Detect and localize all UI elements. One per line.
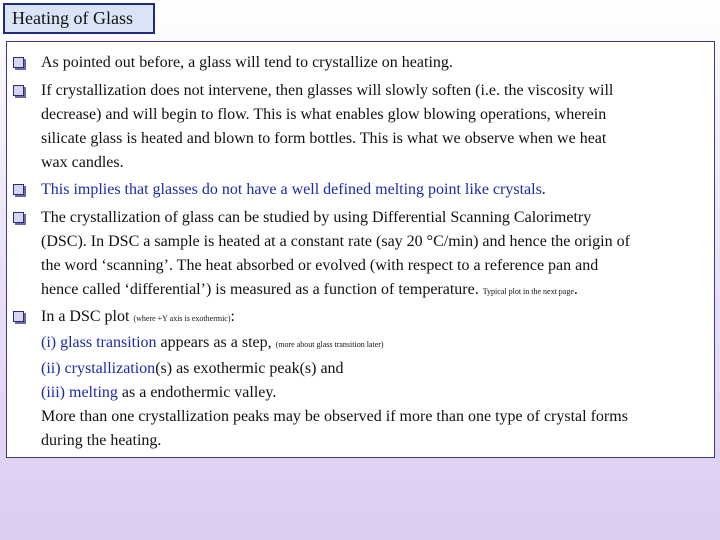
bullet-dsc [13,206,711,304]
closing-line: More than one crystallization peaks may be observed if more than one type of crystal forms [41,408,628,425]
bullet-square-icon [13,311,24,322]
highlight-text: This implies that glasses do not have a well defined melting point like crystals [41,181,542,198]
bullet-line: decrease) and will begin to flow. This is what enables glow blowing operations, wherein [41,106,607,123]
item-prefix: (iii) [41,384,65,401]
item-prefix: (ii) [41,360,61,377]
bullet-line: If crystallization does not intervene, then glasses will slowly soften (i.e. the viscosity will [41,82,614,99]
bullet-softening [13,79,711,175]
bullet-square-icon [13,85,24,96]
colon: : [230,308,235,325]
closing-line: during the heating. [41,432,162,449]
exothermic-note: (where +Y axis is exothermic) [133,314,231,323]
bullet-line: The crystallization of glass can be studied by using Differential Scanning Calorimetry [41,209,592,226]
glass-transition-term: glass transition [60,334,157,351]
crystallization-term: crystallization [64,360,156,377]
content-box [6,41,715,458]
item-text: appears as a step, [160,334,272,351]
bullet-melting-point [13,178,711,202]
glass-transition-note: (more about glass transition later) [275,340,384,349]
bullet-square-icon [13,184,24,195]
item-text: (s) as exothermic peak(s) and [155,360,344,377]
dsc-plot-intro: In a DSC plot [41,308,130,325]
item-prefix: (i) [41,334,57,351]
next-page-note: Typical plot in the next page [482,287,574,296]
bullet-line: silicate glass is heated and blown to form bottles. This is what we observe when we heat [41,130,607,147]
bullet-line: wax candles. [41,154,124,171]
bullet-line: hence called ‘differential’) is measured as a function of temperature. [41,281,479,298]
bullet-dsc-plot [13,305,711,453]
bullet-text: As pointed out before, a glass will tend to crystallize on heating. [41,54,453,71]
item-text: as a endothermic valley. [121,384,277,401]
melting-term: melting [69,384,118,401]
bullet-crystallize-on-heating [13,51,711,75]
bullet-square-icon [13,212,24,223]
period: . [541,181,546,198]
period: . [573,281,578,298]
bullet-line: (DSC). In DSC a sample is heated at a constant rate (say 20 °C/min) and hence the origin of [41,233,630,250]
bullet-line: the word ‘scanning’. The heat absorbed or evolved (with respect to a reference pan and [41,257,599,274]
bullet-square-icon [13,57,24,68]
slide-title: Heating of Glass [3,3,155,34]
